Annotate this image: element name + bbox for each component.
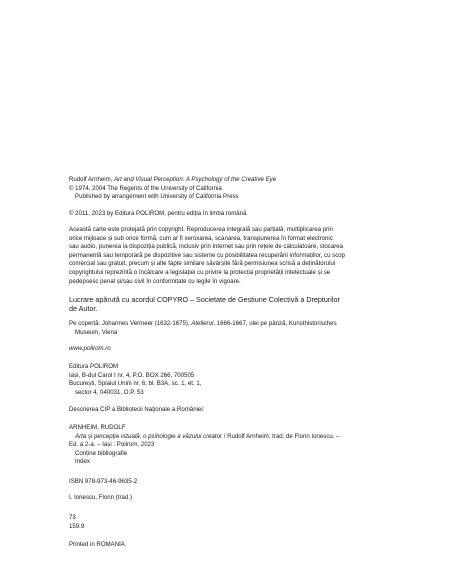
cover-credit <box>69 320 409 337</box>
printed-in <box>69 541 409 550</box>
rights-line: pedepsesc penal și/sau civil în conformitate cu legile în vigoare. <box>69 277 241 285</box>
cip-title-line: Arta și percepția vizuală: o psihologie a văzului creator / Rudolf Arnheim; trad. de Florin Ionescu. – <box>75 432 340 440</box>
publisher-address <box>69 363 409 397</box>
painting-title: Atelierul <box>191 320 214 327</box>
udc-code: 73 <box>69 514 76 521</box>
rights-line: copyrightului reprezintă o încălcare a legislației cu privire la protecția proprietății intelectuale și se <box>69 268 331 276</box>
udc-codes <box>69 514 409 531</box>
copyro-line: Lucrare apărută cu acordul COPYRO – Societate de Gestiune Colectivă a Drepturilor <box>69 295 340 304</box>
cip-title: Arta și percepția vizuală: o psihologie a văzului creator <box>75 432 223 440</box>
cip-author: ARNHEIM, RUDOLF <box>69 424 126 431</box>
rights-line: comercial sau gratuit, precum și alte fapte similare săvârșite fără permisiunea scrisă a deținătorului <box>69 260 336 268</box>
cip-note: Index <box>75 458 90 466</box>
edition-copyright <box>69 210 409 219</box>
rights-line: permanentă sau temporară pe dispozitive sau sisteme cu posibilitatea recuperării informațiilor, cu scop <box>69 251 346 259</box>
isbn-text: ISBN 978-973-46-9635-2 <box>69 478 138 485</box>
rights-line: sau audio, punerea la dispoziția publică, inclusiv prin internet sau prin rețele de calculatoare, stocarea <box>69 243 344 251</box>
original-title: Art and Visual Perception: A Psychology of the Creative Eye <box>114 176 277 183</box>
rights-line: orice mijloace și sub orice formă, cum ar fi xeroxarea, scanarea, transpunerea în format electronic <box>69 234 333 242</box>
translator-text: I. Ionescu, Florin (trad.) <box>69 494 132 501</box>
original-work-credits <box>69 176 409 202</box>
edition-copyright-text: © 2011, 2023 by Editura POLIROM, pentru ediția în limba română <box>69 210 247 217</box>
rights-line: Această carte este protejată prin copyright. Reproducerea integrală sau parțială, multiplicarea prin <box>69 226 333 233</box>
cip-edition: Ed. a 2-a. – Iași : Polirom, 2023 <box>69 441 155 449</box>
copyro-notice <box>69 295 409 314</box>
publisher-sector: sector 4, 040031, O.P. 53 <box>75 388 144 396</box>
publisher-iasi: Iași, B-dul Carol I nr. 4, P.O. BOX 266, 700505 <box>69 371 195 379</box>
publisher-name: Editura POLIROM <box>69 363 119 370</box>
udc-code: 159.9 <box>69 522 85 530</box>
copyro-line: de Autor. <box>69 304 98 314</box>
website <box>69 345 409 354</box>
printed-in-text: Printed in ROMANIA <box>69 541 125 548</box>
cip-record <box>69 424 409 467</box>
translator <box>69 494 409 503</box>
cover-credit-line2: Museum, Viena <box>75 328 118 336</box>
cip-heading-text: Descrierea CIP a Bibliotecii Naționale a României: <box>69 406 205 413</box>
cip-note: Conține bibliografie <box>75 449 128 457</box>
isbn <box>69 478 409 487</box>
original-copyright: © 1974, 2004 The Regents of the University of California <box>69 184 222 192</box>
original-author: Rudolf Arnheim, <box>69 176 113 183</box>
cip-heading <box>69 406 409 415</box>
arrangement-note: Published by arrangement with University of California Press <box>75 193 239 201</box>
publisher-bucuresti: București, Splaiul Unirii nr. 6, bl. B3A, sc. 1, et. 1, <box>69 380 202 388</box>
cover-credit-line: Pe copertă: Johannes Vermeer (1632-1675), Atelierul, 1666-1667, ulei pe pânză, Kunsthistorisches <box>69 320 337 327</box>
rights-notice <box>69 226 409 286</box>
original-title-line <box>69 176 409 185</box>
website-text: www.polirom.ro <box>69 345 111 352</box>
